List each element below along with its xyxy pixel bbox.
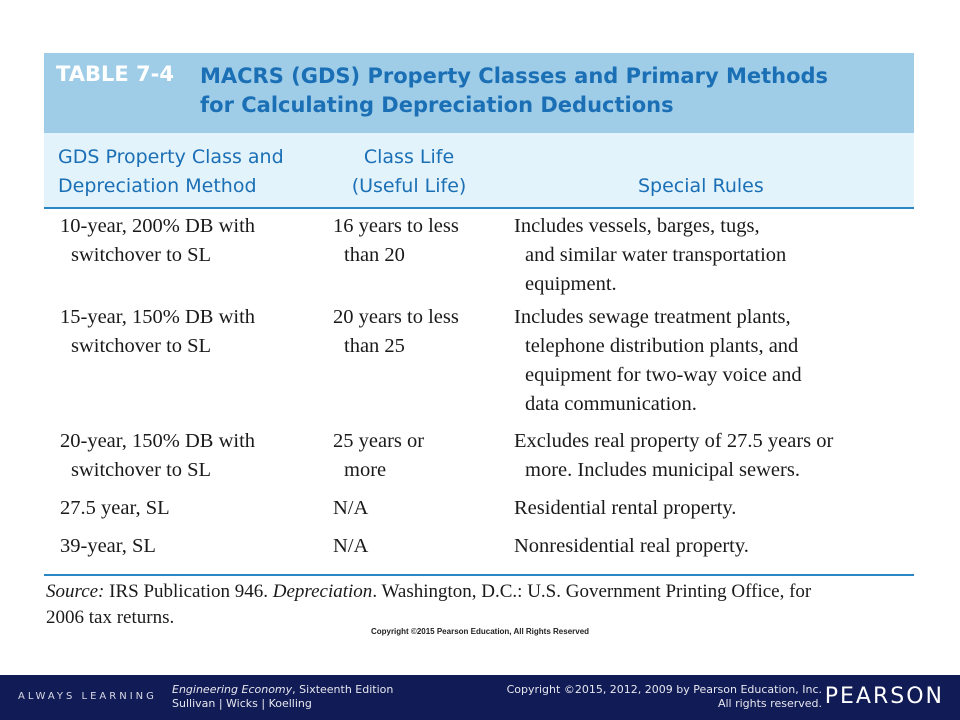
header-class-life: Class Life (Useful Life) bbox=[351, 146, 467, 197]
method-cell: 20-year, 150% DB with switchover to SL bbox=[60, 430, 256, 481]
header-special-rules: Special Rules bbox=[638, 175, 764, 197]
method-cell: 39-year, SL bbox=[60, 535, 156, 557]
method-cell: 15-year, 150% DB with switchover to SL bbox=[60, 306, 256, 357]
special-rules-cell: Nonresidential real property. bbox=[514, 535, 749, 557]
slide-copyright: Copyright ©2015 Pearson Education, All Rights Reserved bbox=[370, 627, 590, 636]
table-row bbox=[44, 494, 914, 532]
class-life-cell: N/A bbox=[333, 535, 369, 557]
class-life-cell: 25 years or more bbox=[333, 430, 425, 481]
table-title-band bbox=[44, 53, 914, 133]
book-title: Engineering Economy bbox=[172, 683, 293, 696]
class-life-cell: 16 years to less than 20 bbox=[333, 215, 459, 266]
footer-copyright: Copyright ©2015, 2012, 2009 by Pearson Education, Inc. All rights reserved. bbox=[506, 683, 822, 710]
table-bottom-rule bbox=[44, 574, 914, 576]
method-cell: 27.5 year, SL bbox=[60, 497, 170, 519]
table-title-line-1: MACRS (GDS) Property Classes and Primary Methods bbox=[200, 64, 829, 88]
footer-bar bbox=[0, 675, 960, 720]
table-row bbox=[44, 532, 914, 570]
special-rules-cell: Includes vessels, barges, tugs, and similar water transportation equipment. bbox=[514, 215, 787, 295]
table-number: TABLE 7-4 bbox=[56, 62, 174, 86]
table-row bbox=[44, 212, 914, 303]
source-note: Source: IRS Publication 946. Depreciation. Washington, D.C.: U.S. Government Printing Office, for 2006 tax returns. bbox=[46, 581, 812, 628]
class-life-cell: 20 years to less than 25 bbox=[333, 306, 459, 357]
class-life-cell: N/A bbox=[333, 497, 369, 519]
special-rules-cell: Excludes real property of 27.5 years or more. Includes municipal sewers. bbox=[514, 430, 834, 481]
table-body bbox=[44, 212, 914, 570]
header-gds-property-class: GDS Property Class and Depreciation Method bbox=[58, 146, 284, 197]
table-row bbox=[44, 427, 914, 494]
table-row bbox=[44, 303, 914, 427]
method-cell: 10-year, 200% DB with switchover to SL bbox=[60, 215, 256, 266]
source-label: Source: bbox=[46, 581, 105, 602]
book-info: Engineering Economy, Sixteenth Edition Sullivan | Wicks | Koelling bbox=[172, 683, 394, 710]
always-learning-tagline: ALWAYS LEARNING bbox=[18, 691, 157, 702]
pearson-logo: PEARSON bbox=[824, 684, 944, 709]
table-header bbox=[44, 133, 914, 209]
special-rules-cell: Includes sewage treatment plants, telephone distribution plants, and equipment for two-way voice and data communication. bbox=[514, 306, 802, 415]
table-title-line-2: for Calculating Depreciation Deductions bbox=[200, 93, 674, 117]
special-rules-cell: Residential rental property. bbox=[514, 497, 737, 519]
book-authors: Sullivan | Wicks | Koelling bbox=[172, 697, 312, 710]
table-title bbox=[200, 62, 900, 120]
